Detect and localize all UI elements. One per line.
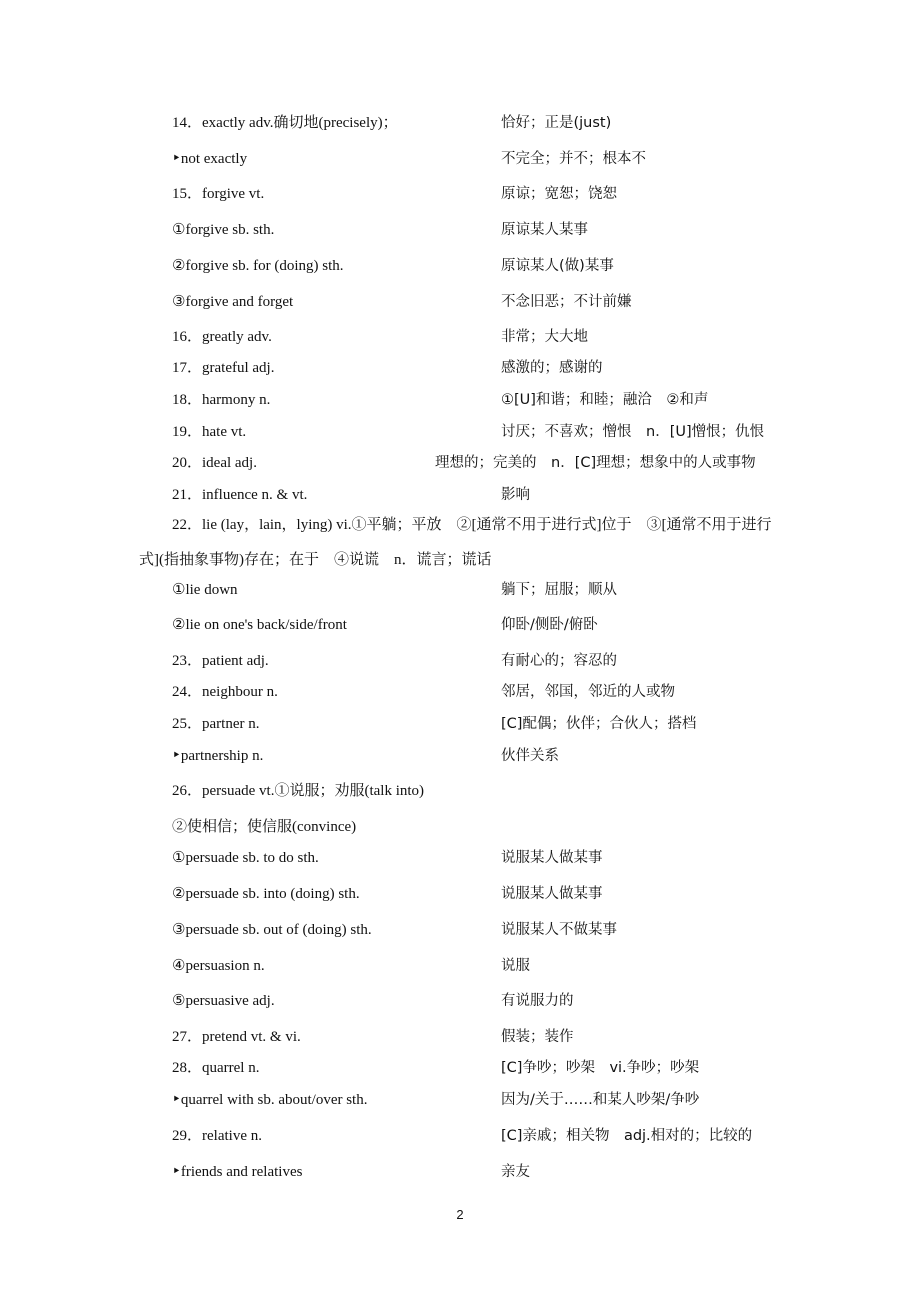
entry-english: ①lie down [172, 582, 238, 598]
entry-english: 23．patient adj. [172, 653, 269, 669]
entry-english: 28．quarrel n. [172, 1060, 260, 1076]
entry-english: ⑤persuasive adj. [172, 993, 275, 1009]
entry-english: 26．persuade vt.①说服；劝服(talk into) [172, 783, 425, 799]
entry-english: ‣partnership n. [172, 748, 264, 764]
entry-chinese: 理想的；完美的 n．[C]理想；想象中的人或事物 [435, 455, 756, 471]
entry-english: 20．ideal adj. [172, 455, 257, 471]
entry-chinese: 亲友 [501, 1164, 530, 1180]
entry-english: ③persuade sb. out of (doing) sth. [172, 922, 372, 938]
entry-english: 27．pretend vt. & vi. [172, 1029, 301, 1045]
entry-english: ①forgive sb. sth. [172, 222, 275, 238]
entry-chinese: 影响 [501, 487, 530, 503]
entry-chinese: 仰卧/侧卧/俯卧 [501, 617, 598, 633]
entry-english: ④persuasion n. [172, 958, 265, 974]
entry-english: ①persuade sb. to do sth. [172, 850, 319, 866]
entry-chinese: 原谅某人某事 [501, 222, 588, 238]
entry-english: 16．greatly adv. [172, 329, 272, 345]
entry-english: ②使相信；使信服(convince) [172, 819, 357, 835]
entry-chinese: 感激的；感谢的 [501, 360, 603, 376]
entry-english: 21．influence n. & vt. [172, 487, 308, 503]
entry-english: ‣not exactly [172, 151, 248, 167]
entry-chinese: 讨厌；不喜欢；憎恨 n．[U]憎恨；仇恨 [501, 424, 765, 440]
entry-chinese: 因为/关于……和某人吵架/争吵 [501, 1092, 700, 1108]
page-number: 2 [456, 1207, 464, 1222]
entry-chinese: 恰好；正是(just) [501, 115, 612, 131]
entry-english: 18．harmony n. [172, 392, 271, 408]
entry-chinese: 不完全；并不；根本不 [501, 151, 646, 167]
entry-english: ②persuade sb. into (doing) sth. [172, 886, 360, 902]
entry-english: ②lie on one's back/side/front [172, 617, 347, 633]
entry-chinese: 说服某人做某事 [501, 886, 603, 902]
entry-english: 19．hate vt. [172, 424, 247, 440]
entry-english: ‣quarrel with sb. about/over sth. [172, 1092, 368, 1108]
entry-english: ②forgive sb. for (doing) sth. [172, 258, 344, 274]
entry-chinese: 躺下；屈服；顺从 [501, 582, 617, 598]
entry-english: ③forgive and forget [172, 294, 294, 310]
entry-english: 17．grateful adj. [172, 360, 275, 376]
entry-english: 14．exactly adv.确切地(precisely)； [172, 115, 398, 131]
entry-chinese: 假装；装作 [501, 1029, 574, 1045]
entry-chinese: 原谅；宽恕；饶恕 [501, 186, 617, 202]
entry-chinese: [C]争吵；吵架 vi.争吵；吵架 [501, 1060, 700, 1076]
entry-chinese: 说服某人不做某事 [501, 922, 617, 938]
entry-chinese: 说服 [501, 958, 530, 974]
lie-paragraph: 22．lie (lay，lain，lying) vi.①平躺；平放 ②[通常不用于进行式]位于 ③[通常不用于进行式](指抽象事物)存在；在于 ④说谎 n．谎言；谎话 [139, 517, 772, 568]
entry-chinese: 伙伴关系 [501, 748, 559, 764]
entry-english: 25．partner n. [172, 716, 260, 732]
entry-chinese: 原谅某人(做)某事 [501, 258, 614, 274]
entry-english: 29．relative n. [172, 1128, 262, 1144]
entry-chinese: 不念旧恶；不计前嫌 [501, 294, 632, 310]
entry-chinese: [C]配偶；伙伴；合伙人；搭档 [501, 716, 697, 732]
entry-chinese: 有说服力的 [501, 993, 574, 1009]
entry-chinese: 有耐心的；容忍的 [501, 653, 617, 669]
entry-english: 24．neighbour n. [172, 684, 278, 700]
entry-english: ‣friends and relatives [172, 1164, 303, 1180]
entry-chinese: [C]亲戚；相关物 adj.相对的；比较的 [501, 1128, 753, 1144]
entry-chinese: ①[U]和谐；和睦；融洽 ②和声 [501, 392, 709, 408]
entry-chinese: 说服某人做某事 [501, 850, 603, 866]
entry-english: 15．forgive vt. [172, 186, 265, 202]
entry-chinese: 非常；大大地 [501, 329, 588, 345]
entry-chinese: 邻居，邻国，邻近的人或物 [501, 684, 675, 700]
